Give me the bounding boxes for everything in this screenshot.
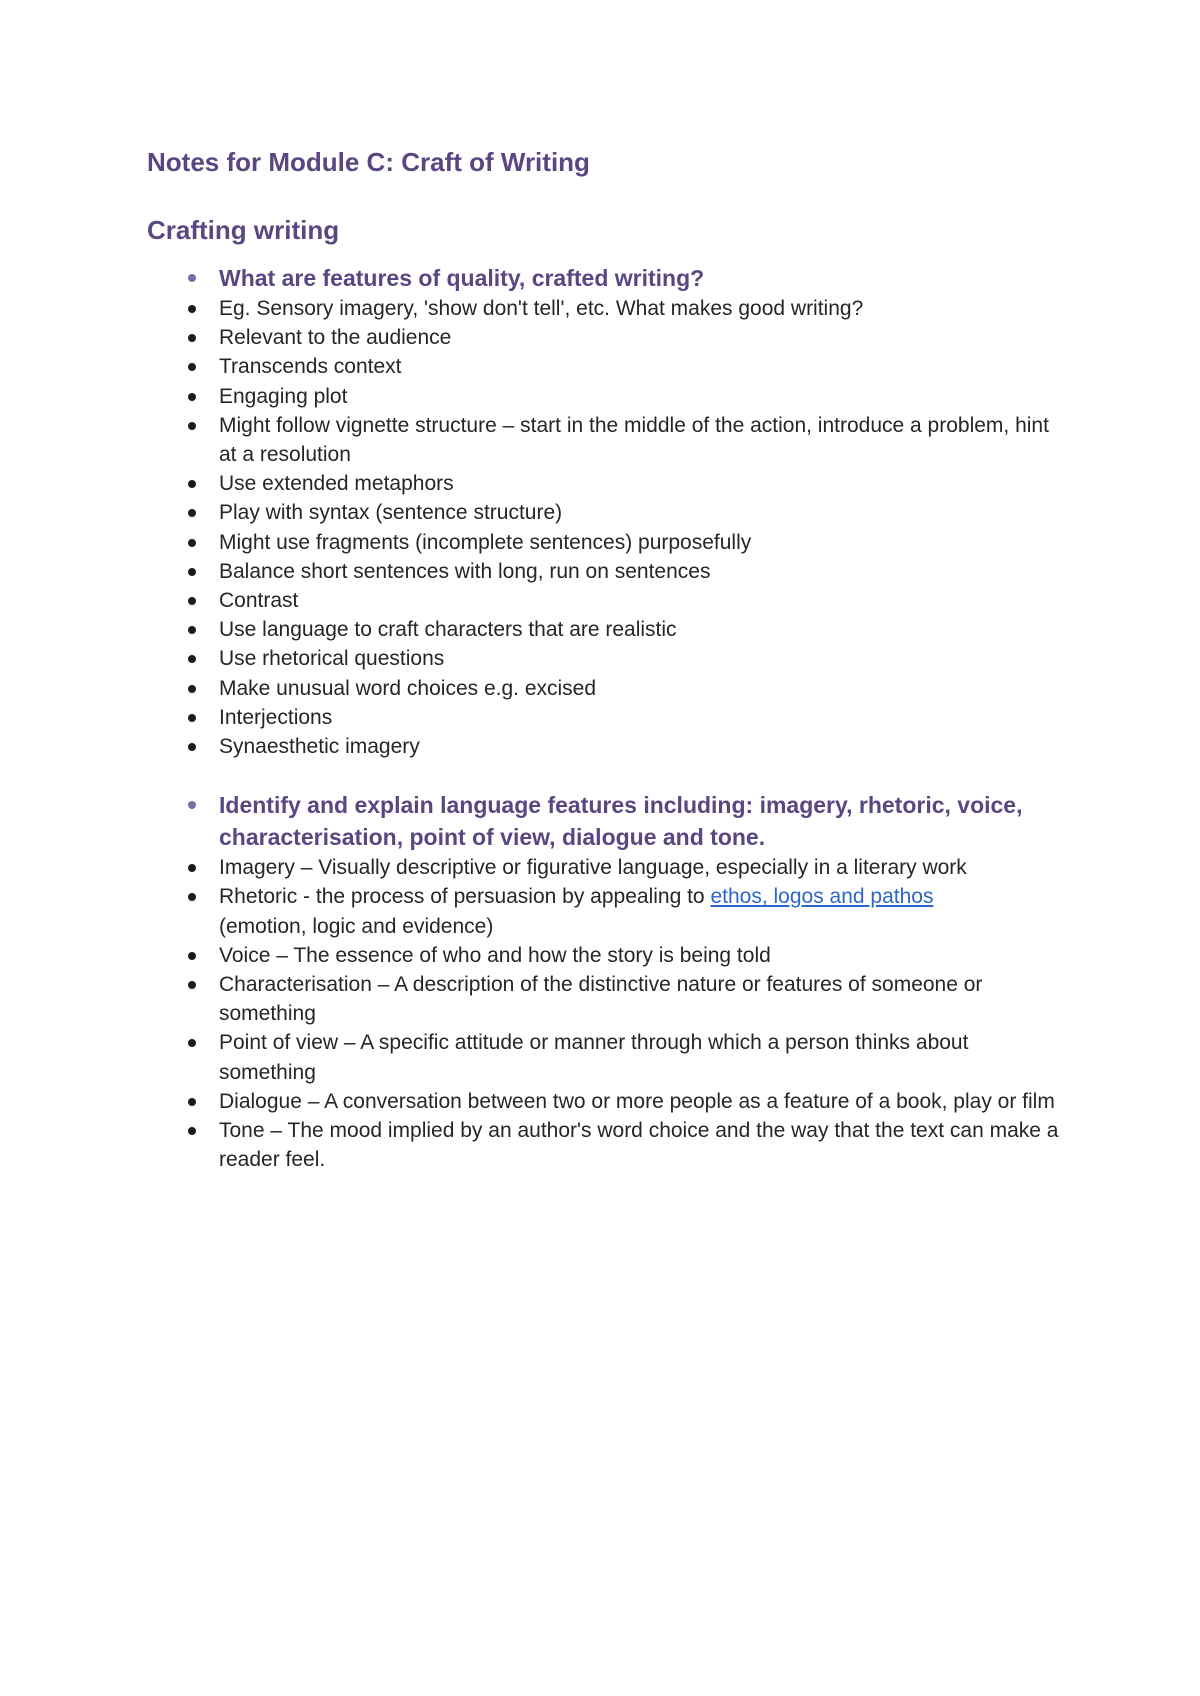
list-item [147, 732, 1067, 761]
list-item [147, 882, 1067, 940]
item-text: Relevant to the audience [219, 326, 452, 350]
question-text: Identify and explain language features including: imagery, rhetoric, voice, characterisation, point of view, dialogue and tone. [219, 792, 1023, 851]
list-item [147, 528, 1067, 557]
list-item [147, 1116, 1067, 1174]
item-text: Make unusual word choices e.g. excised [219, 676, 597, 700]
bullet-icon [188, 952, 196, 960]
list-item [147, 970, 1067, 1028]
list-item [147, 469, 1067, 498]
list-item [147, 557, 1067, 586]
item-text: Balance short sentences with long, run on sentences [219, 559, 711, 583]
list-item [147, 294, 1067, 323]
bullet-icon [188, 626, 196, 634]
list-item [147, 703, 1067, 732]
list-item [147, 941, 1067, 970]
item-tone: Tone – The mood implied by an author's word choice and the way that the text can make a reader feel. [219, 1119, 1059, 1172]
bullet-icon [188, 568, 196, 576]
item-rhetoric-text: Rhetoric - the process of persuasion by appealing to [219, 885, 711, 909]
list-item [147, 1028, 1067, 1086]
item-voice: Voice – The essence of who and how the story is being told [219, 943, 771, 967]
language-features-list [147, 789, 1067, 1174]
list-item [147, 352, 1067, 381]
bullet-icon [188, 743, 196, 751]
list-item [147, 382, 1067, 411]
list-item [147, 853, 1067, 882]
list-item [147, 644, 1067, 673]
item-characterisation: Characterisation – A description of the distinctive nature or features of someone or something [219, 973, 983, 1026]
bullet-icon [188, 393, 196, 401]
list-item [147, 323, 1067, 352]
item-text: Eg. Sensory imagery, 'show don't tell', etc. What makes good writing? [219, 297, 864, 320]
document-title: Notes for Module C: Craft of Writing [147, 147, 590, 177]
bullet-icon [188, 422, 196, 430]
bullet-icon [188, 1127, 196, 1135]
list-item [147, 586, 1067, 615]
bullet-icon [188, 363, 196, 371]
bullet-icon [188, 597, 196, 605]
list-question [147, 262, 1067, 294]
ethos-logos-pathos-link[interactable]: ethos, logos and pathos [710, 885, 934, 909]
bullet-icon [188, 480, 196, 488]
section-heading: Crafting writing [147, 215, 340, 245]
item-dialogue: Dialogue – A conversation between two or more people as a feature of a book, play or film [219, 1089, 1055, 1113]
features-list [147, 262, 1067, 761]
bullet-icon [188, 981, 196, 989]
bullet-icon [188, 539, 196, 547]
bullet-icon [188, 334, 196, 342]
item-imagery: Imagery – Visually descriptive or figurative language, especially in a literary work [219, 856, 967, 880]
item-text: Might use fragments (incomplete sentences) purposefully [219, 530, 752, 554]
bullet-icon [188, 1098, 196, 1106]
bullet-icon [188, 864, 196, 872]
item-text: Might follow vignette structure – start in the middle of the action, introduce a problem, hint at a resolution [219, 413, 1049, 467]
list-item [147, 674, 1067, 703]
item-point-of-view: Point of view – A specific attitude or manner through which a person thinks about something [219, 1031, 969, 1084]
bullet-icon [188, 893, 196, 901]
question-text: What are features of quality, crafted writing? [219, 265, 705, 291]
item-text: Synaesthetic imagery [219, 735, 420, 759]
bullet-icon [188, 1039, 196, 1047]
item-rhetoric-continued: (emotion, logic and evidence) [219, 914, 494, 938]
list-item [147, 411, 1067, 469]
item-text: Contrast [219, 589, 299, 613]
bullet-icon [188, 509, 196, 517]
item-text: Use language to craft characters that are realistic [219, 618, 677, 642]
list-question [147, 789, 1067, 853]
document-page [147, 140, 1067, 1174]
item-text: Interjections [219, 705, 333, 729]
item-text: Play with syntax (sentence structure) [219, 501, 563, 525]
bullet-icon [188, 274, 196, 282]
bullet-icon [188, 685, 196, 693]
bullet-icon [188, 305, 196, 313]
bullet-icon [188, 801, 196, 809]
section-spacer [147, 761, 1067, 789]
bullet-icon [188, 714, 196, 722]
list-item [147, 615, 1067, 644]
item-text: Use rhetorical questions [219, 647, 445, 671]
bullet-icon [188, 655, 196, 663]
list-item [147, 1087, 1067, 1116]
item-text: Use extended metaphors [219, 472, 454, 496]
item-text: Engaging plot [219, 384, 348, 408]
list-item [147, 498, 1067, 527]
item-text: Transcends context [219, 355, 402, 379]
